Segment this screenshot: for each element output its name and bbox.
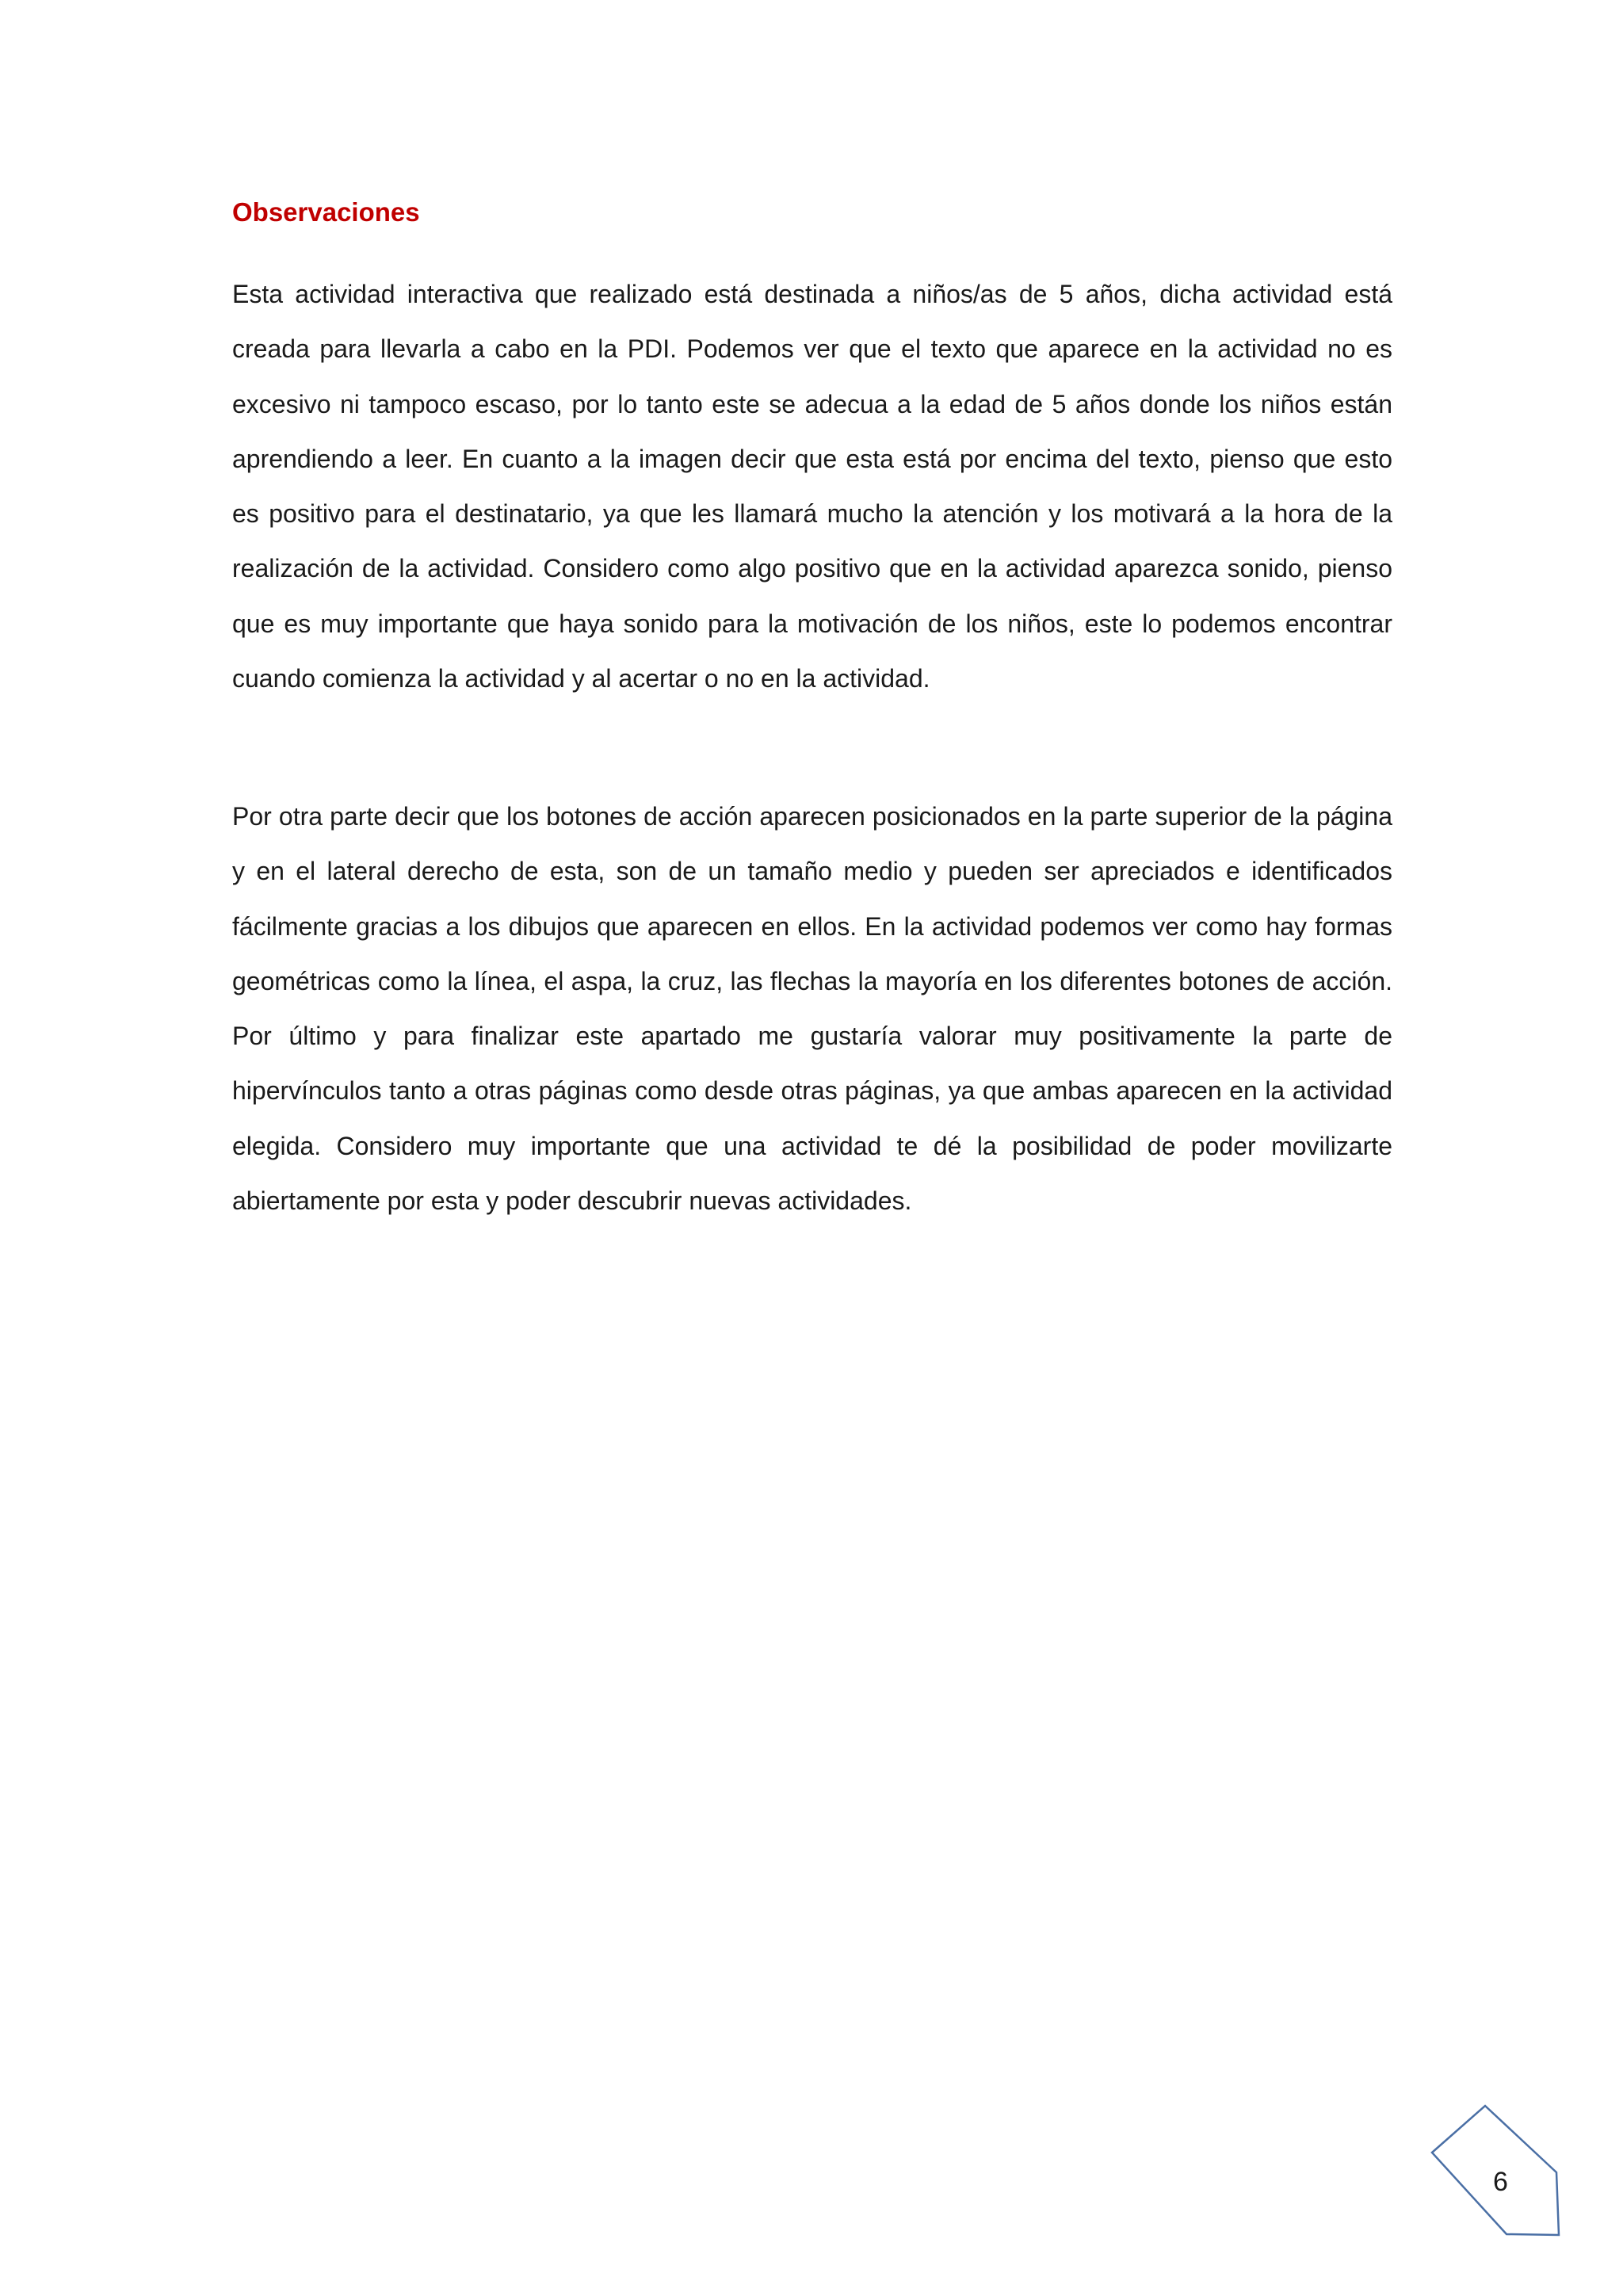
body-paragraph-2: Por otra parte decir que los botones de acción aparecen posicionados en la parte superior de la página y en el lateral derecho de esta, son de un tamaño medio y pueden ser apreciados e identificados fácilmente gracias a los dibujos que aparecen en ellos. En la actividad podemos ver como hay formas geométricas como la línea, el aspa, la cruz, las flechas la mayoría en los diferentes botones de acción. Por último y para finalizar este apartado me gustaría valorar muy positivamente la parte de hipervínculos tanto a otras páginas como desde otras páginas, ya que ambas aparecen en la actividad elegida. Considero muy importante que una actividad te dé la posibilidad de poder movilizarte abiertamente por esta y poder descubrir nuevas actividades. [232,802,1392,1216]
section-heading: Observaciones [232,197,420,227]
body-paragraph-1: Esta actividad interactiva que realizado está destinada a niños/as de 5 años, dicha actividad está creada para llevarla a cabo en la PDI. Podemos ver que el texto que aparece en la actividad no es excesivo ni tampoco escaso, por lo tanto este se adecua a la edad de 5 años donde los niños están aprendiendo a leer. En cuanto a la imagen decir que esta está por encima del texto, pienso que esto es positivo para el destinatario, ya que les llamará mucho la atención y los motivará a la hora de la realización de la actividad. Considero como algo positivo que en la actividad aparezca sonido, pienso que es muy importante que haya sonido para la motivación de los niños, este lo podemos encontrar cuando comienza la actividad y al acertar o no en la actividad. [232,280,1392,693]
page-number: 6 [1493,2167,1508,2197]
